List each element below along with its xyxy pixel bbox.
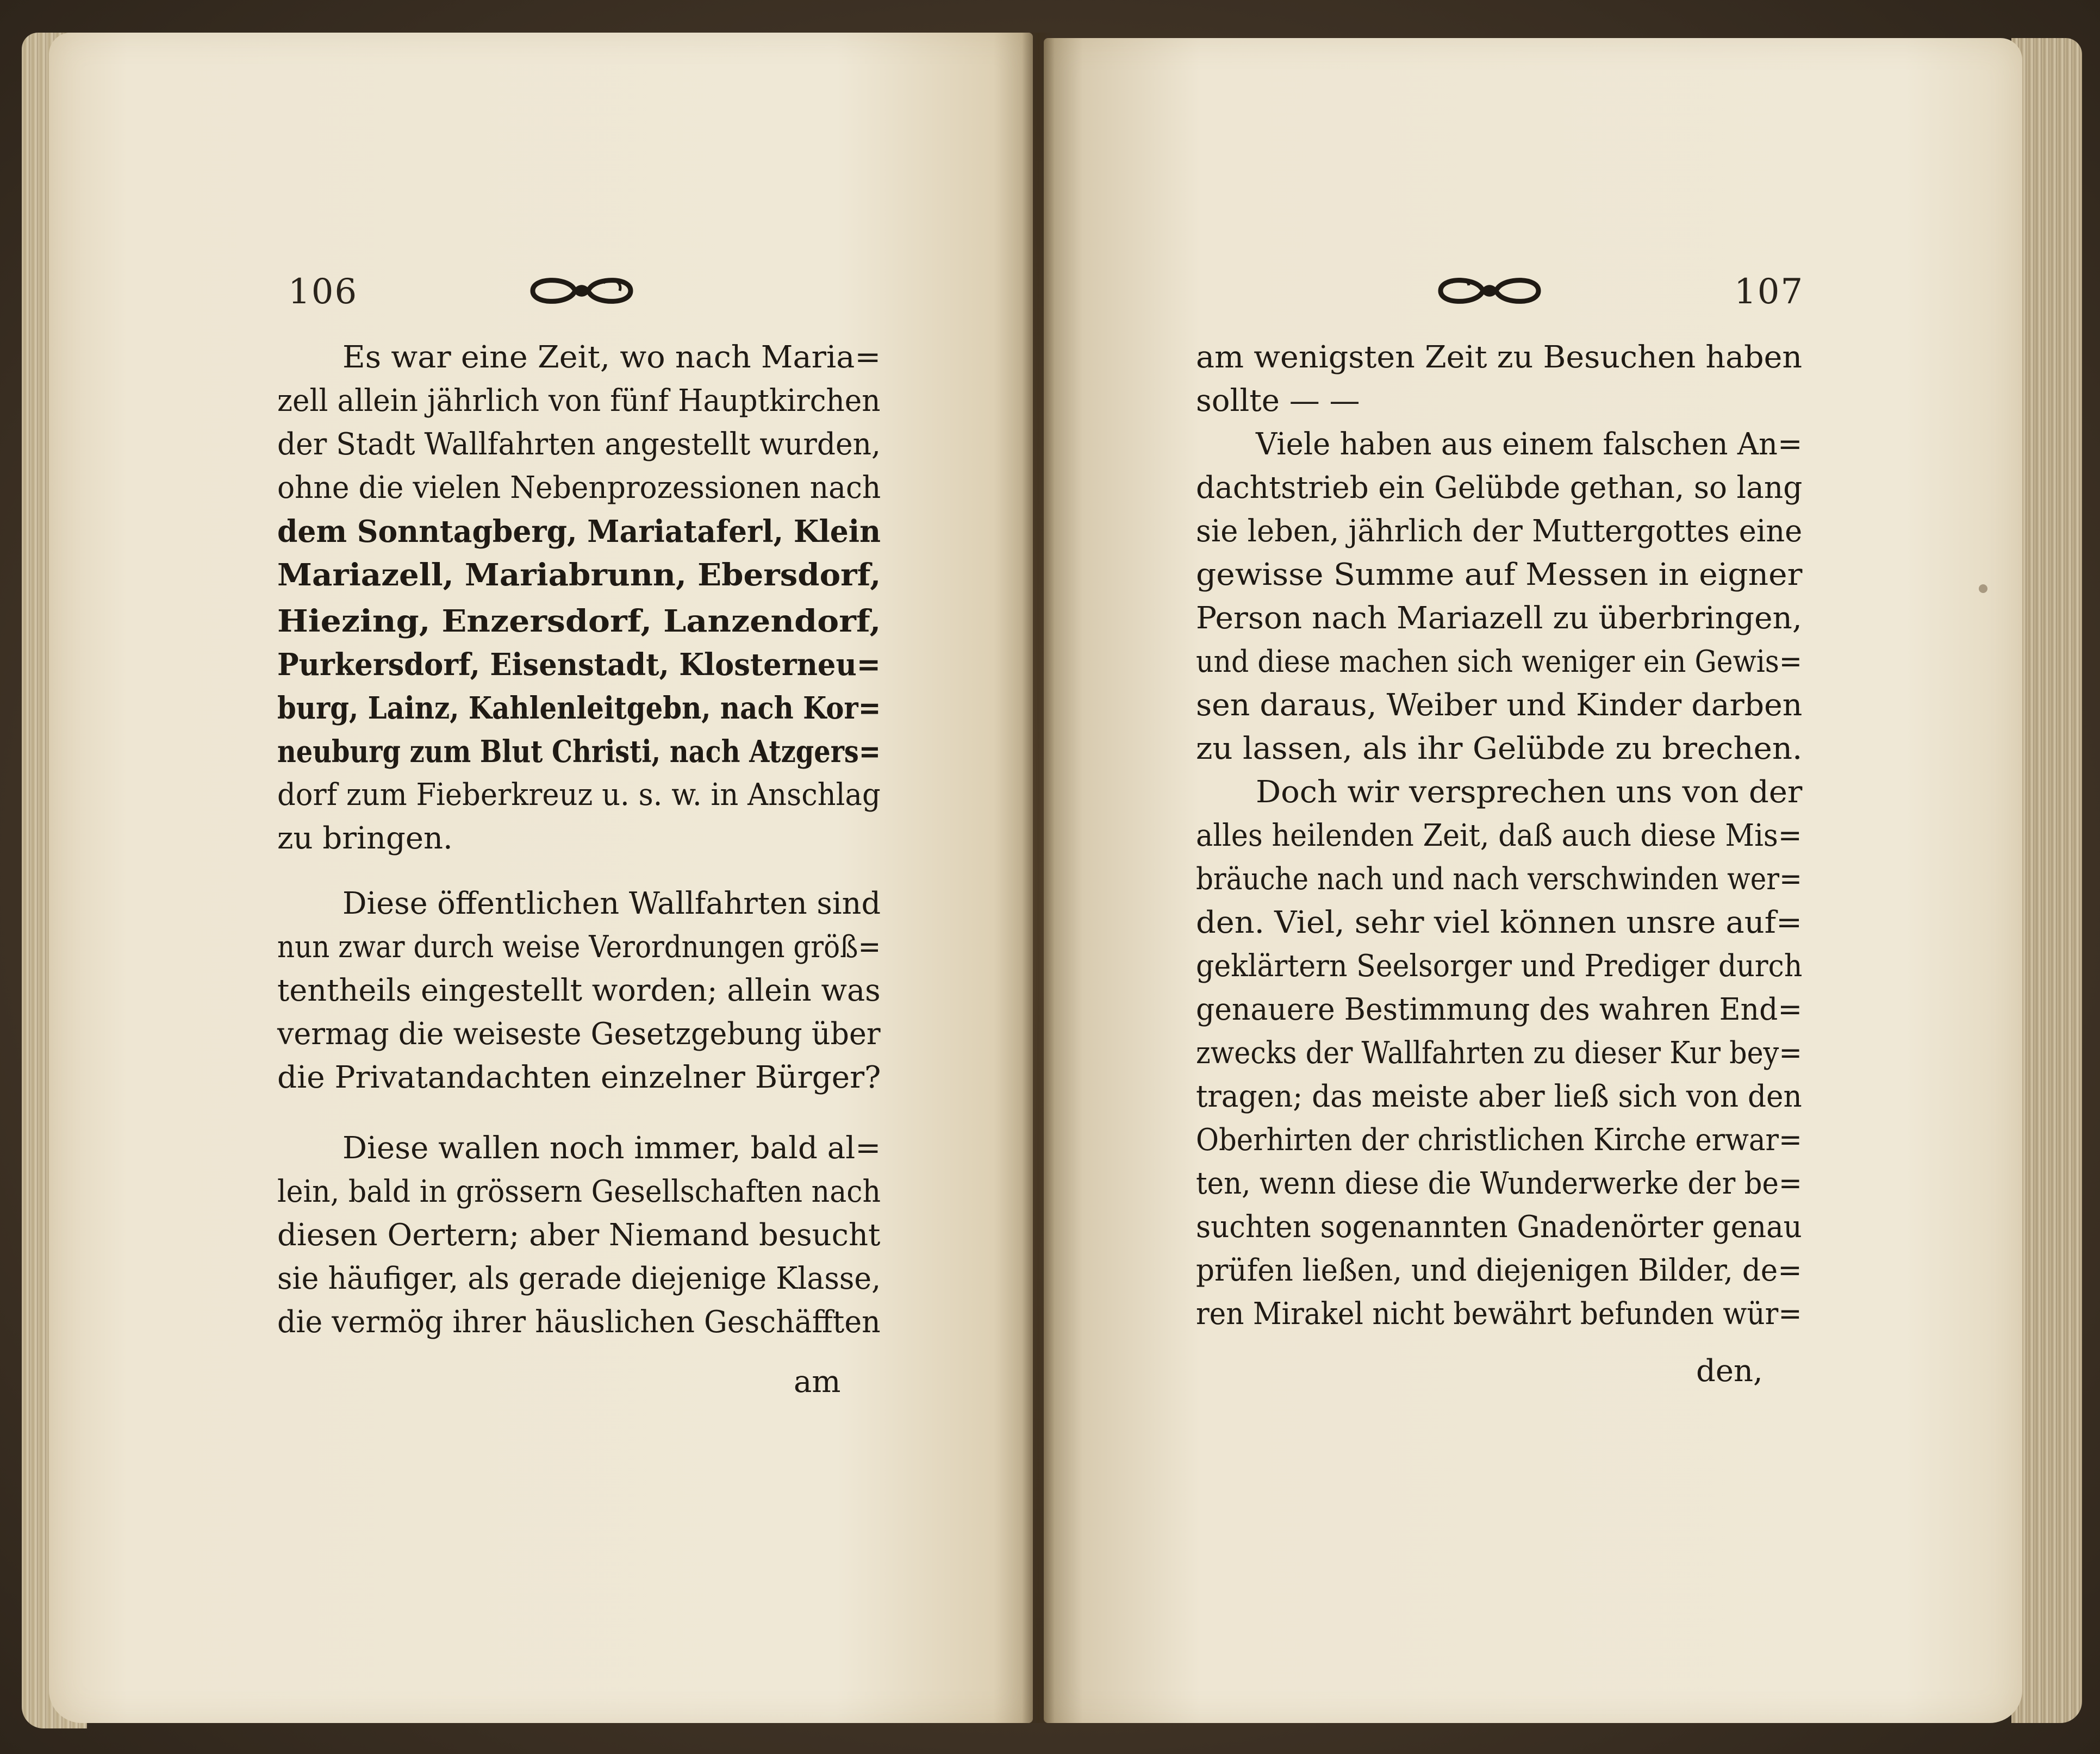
text-line: der Stadt Wallfahrten angestellt wurden,	[277, 427, 881, 462]
text-line: dachtstrieb ein Gelübde gethan, so lang	[1196, 470, 1803, 505]
text-line: Mariazell, Mariabrunn, Ebersdorf,	[277, 557, 881, 593]
text-line: Viele haben aus einem falschen An=	[1256, 427, 1803, 462]
knot-ornament-icon	[1430, 266, 1549, 315]
text-line: genauere Bestimmung des wahren End=	[1196, 992, 1803, 1027]
text-line: am wenigsten Zeit zu Besuchen haben	[1196, 340, 1803, 375]
knot-ornament-icon	[522, 266, 641, 315]
right-page-number: 107	[1734, 272, 1804, 312]
left-catchword: am	[794, 1364, 841, 1400]
text-line: nun zwar durch weise Verordnungen größ=	[277, 929, 881, 965]
text-line: Purkersdorf, Eisenstadt, Klosterneu=	[277, 647, 881, 683]
text-line: die Privatandachten einzelner Bürger?	[277, 1060, 881, 1095]
text-line: die vermög ihrer häuslichen Geschäfften	[277, 1304, 881, 1340]
text-line: lein, bald in grössern Gesellschaften nach	[277, 1174, 881, 1209]
text-line: sie leben, jährlich der Muttergottes eine	[1196, 514, 1803, 549]
text-line: zwecks der Wallfahrten zu dieser Kur bey=	[1196, 1035, 1802, 1071]
text-line: Es war eine Zeit, wo nach Maria=	[342, 340, 881, 375]
text-line: tentheils eingestellt worden; allein was	[277, 973, 881, 1008]
text-line: burg, Lainz, Kahlenleitgebn, nach Kor=	[277, 690, 881, 726]
text-line: ten, wenn diese die Wunderwerke der be=	[1196, 1166, 1802, 1201]
text-line: und diese machen sich weniger ein Gewis=	[1196, 644, 1803, 679]
text-line: tragen; das meiste aber ließ sich von den	[1196, 1079, 1802, 1114]
text-line: Doch wir versprechen uns von der	[1256, 775, 1803, 810]
text-line: prüfen ließen, und diejenigen Bilder, de=	[1196, 1253, 1802, 1288]
text-line: Diese öffentlichen Wallfahrten sind	[342, 886, 881, 921]
text-line: ohne die vielen Nebenprozessionen nach	[277, 470, 881, 505]
text-line: sie häufiger, als gerade diejenige Klasse,	[277, 1261, 881, 1296]
text-line: bräuche nach und nach verschwinden wer=	[1196, 862, 1802, 897]
text-line: Hiezing, Enzersdorf, Lanzendorf,	[277, 603, 881, 639]
text-line: diesen Oertern; aber Niemand besucht	[277, 1218, 881, 1253]
text-line: dem Sonntagberg, Mariataferl, Klein	[277, 514, 881, 550]
text-line: zu bringen.	[277, 821, 453, 856]
text-line: suchten sogenannten Gnadenörter genau	[1196, 1209, 1802, 1245]
text-line: dorf zum Fieberkreuz u. s. w. in Anschlag	[277, 777, 881, 813]
book-gutter	[1022, 33, 1055, 1723]
left-page-number: 106	[288, 272, 358, 312]
text-line: geklärtern Seelsorger und Prediger durch	[1196, 948, 1803, 984]
text-line: alles heilenden Zeit, daß auch diese Mis=	[1196, 818, 1802, 853]
text-line: neuburg zum Blut Christi, nach Atzgers=	[277, 734, 881, 770]
text-line: Diese wallen noch immer, bald al=	[342, 1131, 881, 1166]
text-line: sollte — —	[1196, 383, 1360, 419]
right-catchword: den,	[1696, 1353, 1763, 1389]
text-line: sen daraus, Weiber und Kinder darben	[1196, 688, 1803, 723]
text-line: zu lassen, als ihr Gelübde zu brechen.	[1196, 731, 1803, 766]
text-line: Oberhirten der christlichen Kirche erwar=	[1196, 1122, 1802, 1158]
text-line: Person nach Mariazell zu überbringen,	[1196, 601, 1802, 636]
text-line: den. Viel, sehr viel können unsre auf=	[1196, 905, 1803, 940]
text-line: vermag die weiseste Gesetzgebung über	[277, 1016, 881, 1052]
text-line: gewisse Summe auf Messen in eigner	[1196, 557, 1803, 592]
text-line: zell allein jährlich von fünf Hauptkirchen	[277, 383, 881, 419]
text-line: ren Mirakel nicht bewährt befunden wür=	[1196, 1296, 1802, 1332]
ink-spot	[1979, 584, 1987, 593]
